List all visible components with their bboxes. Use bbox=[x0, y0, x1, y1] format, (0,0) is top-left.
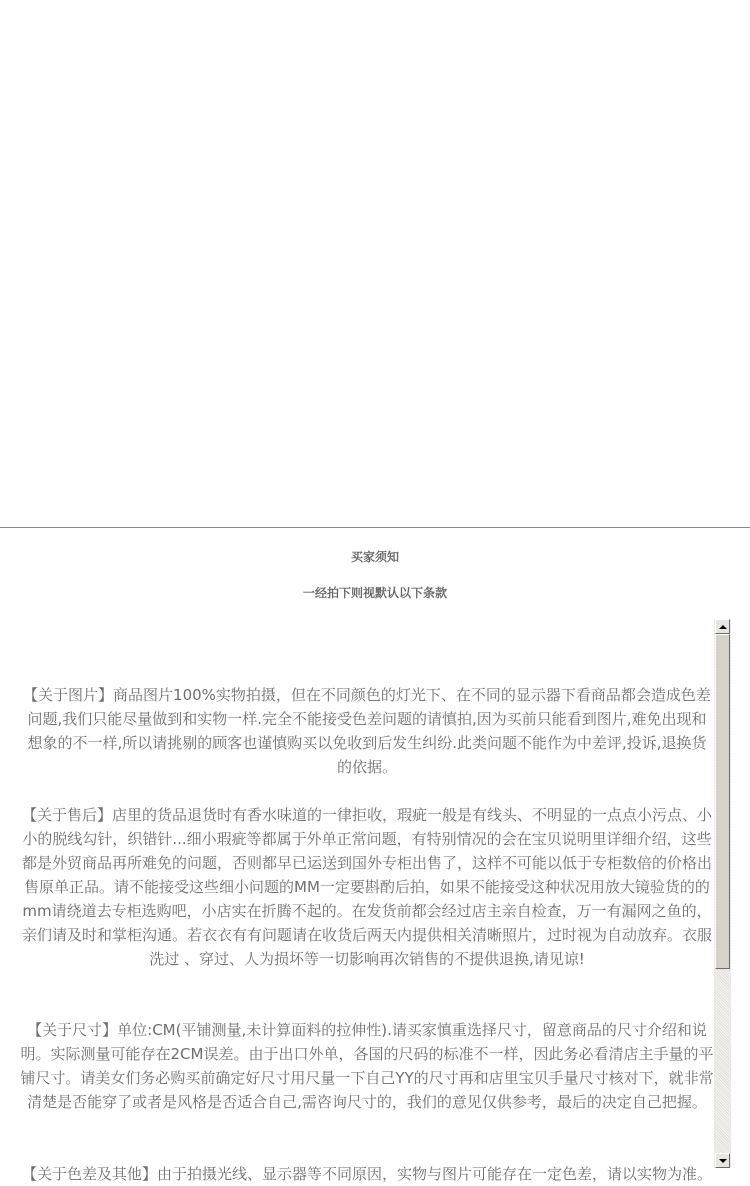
arrow-down-icon bbox=[719, 1159, 727, 1163]
notice-subtitle: 一经拍下则视默认以下条款 bbox=[302, 586, 447, 600]
notice-scroll-content bbox=[20, 619, 714, 1183]
section-after-sales: 【关于售后】店里的货品退货时有香水味道的一律拒收，瑕疵一般是有线头、不明显的一点点小污点、小小的脱线勾针，织错针...细小瑕疵等都属于外单正常问题，有特别情况的会在宝贝说明里详细介绍，这些都是外贸商品再所难免的问题，否则都早已运送到国外专柜出售了，这样不可能以低于专柜数倍的价格出售原单正品。请不能接受这些细小问题的MM一定要斟酌后拍，如果不能接受这种状况用放大镜验货的的mm请绕道去专柜选购吧，小店实在折腾不起的。在发货前都会经过店主亲自检查，万一有漏网之鱼的，亲们请及时和掌柜沟通。若衣衣有有问题请在收货后两天内提供相关清晰照片，过时视为自动放弃。衣服洗过 、穿过、人为损坏等一切影响再次销售的不提供退换,请见谅! bbox=[21, 806, 712, 968]
section-more: 【关于色差及其他】由于拍摄光线、显示器等不同原因，实物与图片可能存在一定色差，请以实物为准。 bbox=[21, 1165, 712, 1183]
arrow-up-icon bbox=[719, 625, 727, 629]
section-size: 【关于尺寸】单位:CM(平铺测量,未计算面料的拉伸性).请买家慎重选择尺寸，留意商品的尺寸介绍和说明。实际测量可能存在2CM误差。由于出口外单，各国的尺码的标准不一样，因此务必看清店主手量的平铺尺寸。请美女们务必购买前确定好尺寸用尺量一下自己YY的尺寸再和店里宝贝手量尺寸核对下，就非常清楚是否能穿了或者是风格是否适合自己,需咨询尺寸的，我们的意见仅供参考，最后的决定自己把握。 bbox=[20, 1021, 714, 1111]
notice-title: 买家须知 bbox=[350, 550, 399, 564]
scroll-up-button[interactable] bbox=[715, 619, 730, 634]
vertical-scrollbar[interactable] bbox=[714, 619, 731, 1168]
section-divider bbox=[0, 527, 750, 528]
blank-image-area bbox=[0, 0, 750, 527]
section-photos: 【关于图片】商品图片100%实物拍摄，但在不同颜色的灯光下、在不同的显示器下看商品都会造成色差问题,我们只能尽量做到和实物一样.完全不能接受色差问题的请慎拍,因为买前只能看到图片,难免出现和想象的不一样,所以请挑剔的顾客也谨慎购买以免收到后发生纠纷.此类问题不能作为中差评,投诉,退换货的依据。 bbox=[23, 686, 711, 776]
notice-scroll-box[interactable] bbox=[20, 619, 731, 1183]
scroll-down-button[interactable] bbox=[715, 1153, 730, 1168]
scrollbar-thumb[interactable] bbox=[715, 634, 730, 969]
